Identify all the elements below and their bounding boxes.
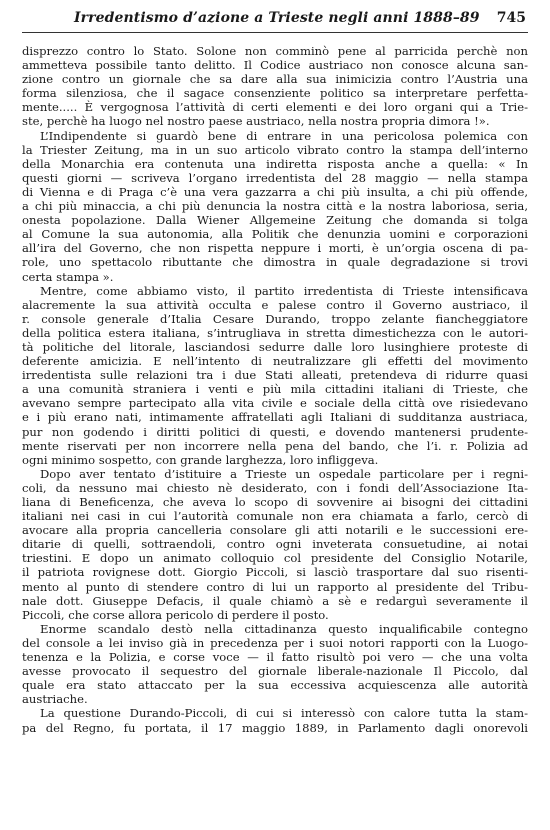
text-line: avesse provocato il sequestro del giornale liberale-nazionale Il Piccolo, dal: [22, 664, 528, 679]
text-line: tà politiche del litorale, lasciandosi sedurre dalle loro lusinghiere proteste di: [22, 339, 528, 354]
text-line: avevano sempre partecipato alla vita civile e sociale della città ove risiedevano: [22, 396, 528, 411]
text-line: coli, da nessuno mai chiesto nè desiderato, con i fondi dell’Associazione Ita-: [22, 480, 528, 495]
text-line: pur non godendo i diritti politici di questi, e dovendo mantenersi prudente-: [22, 424, 528, 439]
text-line: pa del Regno, fu portata, il 17 maggio 1889, in Parlamento dagli onorevoli: [22, 720, 528, 735]
text-line: disprezzo contro lo Stato. Solone non comminò pene al parricida perchè non: [22, 44, 528, 58]
text-line: L’Indipendente si guardò bene di entrare in una pericolosa polemica con: [40, 128, 528, 143]
text-line: italiani nei casi in cui l’autorità comunale non era chiamata a farlo, cercò di: [22, 509, 528, 524]
text-line: a una comunità straniera i venti e più mila cittadini italiani di Trieste, che: [22, 382, 528, 397]
text-line: ogni minimo sospetto, con grande larghezza, loro infliggeva.: [22, 452, 379, 467]
text-line: Enorme scandalo destò nella cittadinanza questo inqualificabile contegno: [40, 621, 528, 636]
page-number: 745: [496, 10, 526, 26]
text-line: ammetteva possibile tanto delitto. Il Codice austriaco non conosce alcuna san-: [22, 58, 528, 73]
text-line: quale era stato attaccato per la sua eccessiva acquiescenza alle autorità: [22, 678, 528, 693]
text-line: deferente amicizia. E nell’intento di neutralizzare gli effetti del movimento: [22, 354, 528, 369]
text-line: r. console generale d’Italia Cesare Durando, troppo zelante fiancheggiatore: [22, 311, 528, 326]
text-line: mente..... È vergognosa l’attività di certi elementi e dei loro organi qui a Trie-: [22, 100, 528, 115]
text-line: questi giorni — scriveva l’organo irredentista del 28 maggio — nella stampa: [22, 170, 528, 185]
text-line: mente riservati per non incorrere nella pena del bando, che l’i. r. Polizia ad: [22, 438, 528, 453]
text-line: role, uno spettacolo ributtante che dimostra in quale degradazione si trovi: [22, 255, 528, 270]
text-line: triestini. E dopo un animato colloquio col presidente del Consiglio Notarile,: [22, 551, 528, 566]
text-line: alacremente la sua attività occulta e palese contro il Governo austriaco, il: [22, 297, 528, 312]
page-header: [22, 10, 528, 28]
running-title: Irredentismo d’azione a Trieste negli anni 1888–89: [74, 10, 480, 26]
text-line: irredentista sulle relazioni tra i due Stati alleati, pretendeva di ridurre quasi: [22, 368, 528, 383]
text-line: nale dott. Giuseppe Defacis, il quale chiamò a sè e redarguì severamente il: [22, 593, 528, 608]
text-line: zione contro un giornale che sa dare alla sua inimicizia contro l’Austria una: [22, 72, 528, 87]
text-line: di Vienna e di Praga c’è una vera gazzarra a chi più insulta, a chi più offende,: [22, 184, 528, 199]
text-line: al Comune la sua autonomia, alla Politik che denunzia uomini e corporazioni: [22, 227, 528, 242]
header-rule: [22, 32, 528, 33]
text-line: Dopo aver tentato d’istituire a Trieste un ospedale particolare per i regni-: [40, 466, 528, 481]
text-line: la Triester Zeitung, ma in un suo articolo vibrato contro la stampa dell’interno: [22, 142, 528, 157]
text-line: liana di Beneficenza, che aveva lo scopo di sovvenire ai bisogni dei cittadini: [22, 495, 528, 509]
text-line: tenenza e la Polizia, e corse voce — il fatto risultò poi vero — che una volta: [22, 650, 528, 665]
text-line: ditarie di quelli, sottraendoli, contro ogni inveterata consuetudine, ai notai: [22, 537, 528, 552]
text-line: austriache.: [22, 692, 88, 707]
text-line: il patriota rovignese dott. Giorgio Piccoli, si lasciò trasportare dal suo risenti-: [22, 565, 528, 580]
text-line: Piccoli, che corse allora pericolo di perdere il posto.: [22, 607, 329, 622]
text-line: Mentre, come abbiamo visto, il partito irredentista di Trieste intensificava: [40, 283, 528, 298]
text-line: mento al punto di stendere contro di lui un rapporto al presidente del Tribu-: [22, 579, 528, 594]
text-line: onesta popolazione. Dalla Wiener Allgemeine Zeitung che domanda si tolga: [22, 213, 528, 228]
text-line: della Monarchia era contenuta una indiretta risposta anche a quella: « In: [22, 156, 528, 171]
text-line: forma silenziosa, che il sagace consenziente politico sa interpretare perfetta-: [22, 86, 528, 101]
text-line: La questione Durando-Piccoli, di cui si interessò con calore tutta la stam-: [40, 706, 528, 721]
text-line: del console a lei inviso già in precedenza per i suoi notori rapporti con la Luogo-: [22, 635, 528, 650]
text-line: della politica estera italiana, s’intrugliava in stretta dimestichezza con le autori-: [22, 325, 528, 340]
text-line: all’ira del Governo, che non rispetta neppure i morti, è un’orgia oscena di pa-: [22, 241, 528, 256]
text-line: certa stampa ».: [22, 269, 114, 284]
body-text: [22, 44, 528, 735]
text-line: e i più erano nati, intimamente affratellati agli Italiani di sudditanza austriaca,: [22, 410, 528, 425]
text-line: ste, perchè ha luogo nel nostro paese austriaco, nella nostra propria dimora !».: [22, 114, 490, 129]
text-line: a chi più minaccia, a chi più denuncia la nostra città e la nostra laboriosa, seria,: [22, 199, 528, 214]
text-line: avocare alla propria cancelleria consolare gli atti notarili e le successioni ere-: [22, 523, 528, 538]
